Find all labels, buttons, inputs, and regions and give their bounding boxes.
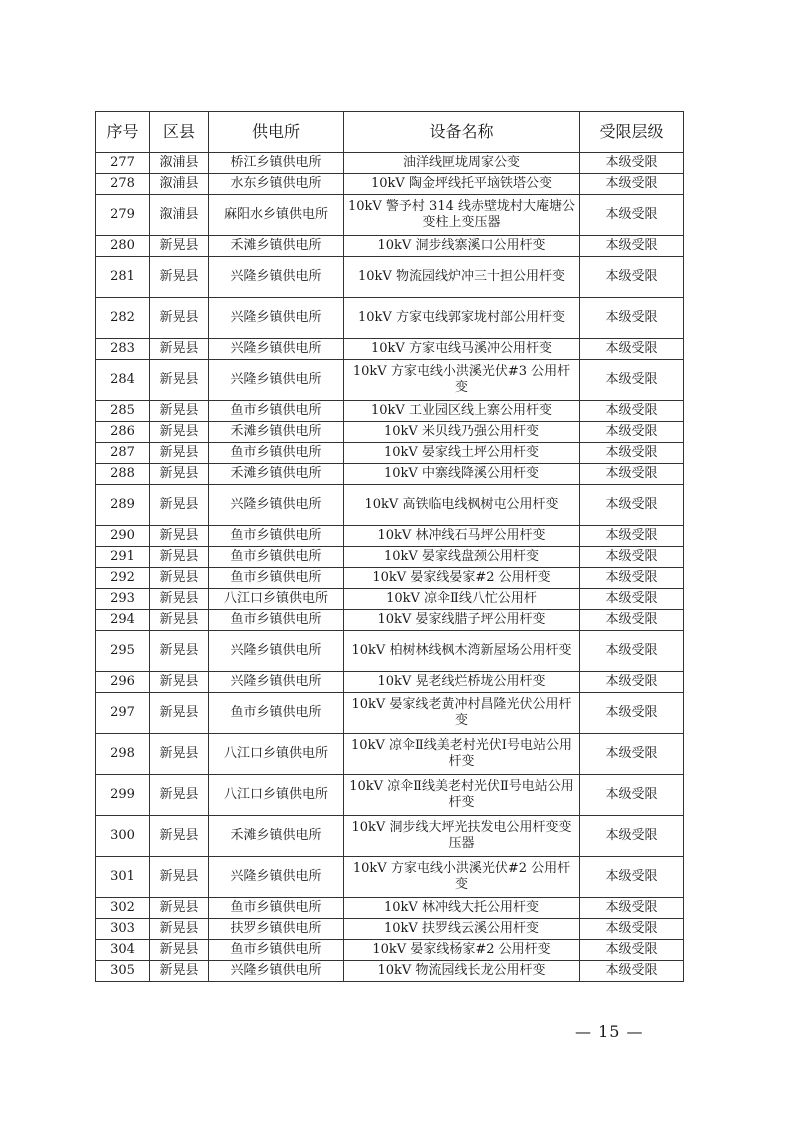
cell-power-station: 鱼市乡镇供电所 <box>209 401 344 422</box>
cell-restriction-level: 本级受限 <box>580 257 684 298</box>
cell-device-name: 10kV 晏家线老黄冲村昌隆光伏公用杆变 <box>344 693 580 734</box>
cell-county: 新晃县 <box>150 961 209 982</box>
cell-county: 新晃县 <box>150 464 209 485</box>
cell-restriction-level: 本级受限 <box>580 526 684 547</box>
cell-serial-number: 299 <box>96 775 150 816</box>
cell-device-name: 10kV 扶罗线云溪公用杆变 <box>344 919 580 940</box>
table-row <box>96 775 684 816</box>
cell-restriction-level: 本级受限 <box>580 919 684 940</box>
cell-power-station: 禾滩乡镇供电所 <box>209 422 344 443</box>
header-county: 区县 <box>150 112 209 153</box>
table-row <box>96 153 684 174</box>
cell-device-name: 10kV 陶金坪线托平垴铁塔公变 <box>344 174 580 195</box>
table-row <box>96 464 684 485</box>
table-row <box>96 174 684 195</box>
table-row <box>96 568 684 589</box>
cell-serial-number: 281 <box>96 257 150 298</box>
cell-county: 新晃县 <box>150 485 209 526</box>
cell-device-name: 油洋线匣垅周家公变 <box>344 153 580 174</box>
cell-serial-number: 305 <box>96 961 150 982</box>
cell-serial-number: 290 <box>96 526 150 547</box>
cell-county: 新晃县 <box>150 672 209 693</box>
cell-county: 新晃县 <box>150 401 209 422</box>
cell-serial-number: 296 <box>96 672 150 693</box>
cell-restriction-level: 本级受限 <box>580 610 684 631</box>
cell-power-station: 鱼市乡镇供电所 <box>209 568 344 589</box>
cell-power-station: 鱼市乡镇供电所 <box>209 526 344 547</box>
cell-restriction-level: 本级受限 <box>580 547 684 568</box>
table-row <box>96 610 684 631</box>
cell-serial-number: 294 <box>96 610 150 631</box>
cell-county: 新晃县 <box>150 734 209 775</box>
cell-device-name: 10kV 晏家线盘颈公用杆变 <box>344 547 580 568</box>
cell-device-name: 10kV 物流园线炉冲三十担公用杆变 <box>344 257 580 298</box>
cell-power-station: 禾滩乡镇供电所 <box>209 464 344 485</box>
cell-restriction-level: 本级受限 <box>580 422 684 443</box>
cell-power-station: 桥江乡镇供电所 <box>209 153 344 174</box>
cell-restriction-level: 本级受限 <box>580 568 684 589</box>
cell-device-name: 10kV 方家屯线小洪溪光伏#2 公用杆变 <box>344 857 580 898</box>
cell-restriction-level: 本级受限 <box>580 734 684 775</box>
cell-power-station: 禾滩乡镇供电所 <box>209 236 344 257</box>
cell-restriction-level: 本级受限 <box>580 672 684 693</box>
cell-power-station: 鱼市乡镇供电所 <box>209 610 344 631</box>
cell-device-name: 10kV 晏家线土坪公用杆变 <box>344 443 580 464</box>
cell-county: 新晃县 <box>150 443 209 464</box>
cell-county: 新晃县 <box>150 360 209 401</box>
cell-serial-number: 282 <box>96 298 150 339</box>
cell-power-station: 鱼市乡镇供电所 <box>209 940 344 961</box>
cell-serial-number: 303 <box>96 919 150 940</box>
cell-power-station: 八江口乡镇供电所 <box>209 734 344 775</box>
cell-county: 新晃县 <box>150 693 209 734</box>
cell-restriction-level: 本级受限 <box>580 857 684 898</box>
cell-power-station: 兴隆乡镇供电所 <box>209 631 344 672</box>
cell-restriction-level: 本级受限 <box>580 775 684 816</box>
cell-device-name: 10kV 凉伞Ⅱ线美老村光伏Ⅰ号电站公用杆变 <box>344 734 580 775</box>
cell-device-name: 10kV 柏树林线枫木湾新屋场公用杆变 <box>344 631 580 672</box>
cell-restriction-level: 本级受限 <box>580 485 684 526</box>
table-row <box>96 961 684 982</box>
cell-restriction-level: 本级受限 <box>580 360 684 401</box>
cell-serial-number: 289 <box>96 485 150 526</box>
cell-serial-number: 287 <box>96 443 150 464</box>
table-row <box>96 547 684 568</box>
cell-restriction-level: 本级受限 <box>580 693 684 734</box>
table-row <box>96 360 684 401</box>
cell-county: 新晃县 <box>150 339 209 360</box>
cell-restriction-level: 本级受限 <box>580 961 684 982</box>
table-row <box>96 339 684 360</box>
cell-county: 新晃县 <box>150 422 209 443</box>
cell-device-name: 10kV 中寨线降溪公用杆变 <box>344 464 580 485</box>
cell-power-station: 兴隆乡镇供电所 <box>209 257 344 298</box>
cell-device-name: 10kV 晏家线杨家#2 公用杆变 <box>344 940 580 961</box>
cell-serial-number: 285 <box>96 401 150 422</box>
cell-county: 新晃县 <box>150 257 209 298</box>
cell-power-station: 鱼市乡镇供电所 <box>209 693 344 734</box>
cell-restriction-level: 本级受限 <box>580 298 684 339</box>
cell-device-name: 10kV 高铁临电线枫树屯公用杆变 <box>344 485 580 526</box>
cell-county: 新晃县 <box>150 298 209 339</box>
cell-device-name: 10kV 林冲线大托公用杆变 <box>344 898 580 919</box>
table-row <box>96 485 684 526</box>
cell-restriction-level: 本级受限 <box>580 236 684 257</box>
cell-serial-number: 302 <box>96 898 150 919</box>
table-row <box>96 257 684 298</box>
cell-device-name: 10kV 方家屯线马溪冲公用杆变 <box>344 339 580 360</box>
cell-restriction-level: 本级受限 <box>580 816 684 857</box>
cell-serial-number: 288 <box>96 464 150 485</box>
cell-county: 新晃县 <box>150 775 209 816</box>
cell-power-station: 兴隆乡镇供电所 <box>209 298 344 339</box>
cell-serial-number: 292 <box>96 568 150 589</box>
cell-device-name: 10kV 方家屯线小洪溪光伏#3 公用杆变 <box>344 360 580 401</box>
cell-device-name: 10kV 方家屯线郭家垅村部公用杆变 <box>344 298 580 339</box>
cell-county: 新晃县 <box>150 589 209 610</box>
cell-serial-number: 304 <box>96 940 150 961</box>
cell-county: 新晃县 <box>150 547 209 568</box>
cell-county: 新晃县 <box>150 631 209 672</box>
cell-power-station: 水东乡镇供电所 <box>209 174 344 195</box>
cell-county: 新晃县 <box>150 898 209 919</box>
cell-serial-number: 280 <box>96 236 150 257</box>
cell-power-station: 兴隆乡镇供电所 <box>209 485 344 526</box>
cell-power-station: 兴隆乡镇供电所 <box>209 339 344 360</box>
cell-serial-number: 297 <box>96 693 150 734</box>
cell-power-station: 鱼市乡镇供电所 <box>209 547 344 568</box>
cell-county: 新晃县 <box>150 816 209 857</box>
cell-county: 新晃县 <box>150 526 209 547</box>
table-row <box>96 443 684 464</box>
cell-power-station: 八江口乡镇供电所 <box>209 775 344 816</box>
cell-device-name: 10kV 晏家线腊子坪公用杆变 <box>344 610 580 631</box>
cell-device-name: 10kV 工业园区线上寨公用杆变 <box>344 401 580 422</box>
cell-serial-number: 298 <box>96 734 150 775</box>
header-device-name: 设备名称 <box>344 112 580 153</box>
table-header-row <box>96 112 684 153</box>
cell-serial-number: 284 <box>96 360 150 401</box>
cell-device-name: 10kV 凉伞Ⅱ线美老村光伏Ⅱ号电站公用杆变 <box>344 775 580 816</box>
page-number: — 15 — <box>575 1022 644 1041</box>
cell-device-name: 10kV 林冲线石马坪公用杆变 <box>344 526 580 547</box>
cell-county: 溆浦县 <box>150 174 209 195</box>
cell-power-station: 兴隆乡镇供电所 <box>209 672 344 693</box>
cell-power-station: 鱼市乡镇供电所 <box>209 443 344 464</box>
table-row <box>96 236 684 257</box>
cell-device-name: 10kV 晏家线晏家#2 公用杆变 <box>344 568 580 589</box>
cell-serial-number: 286 <box>96 422 150 443</box>
cell-device-name: 10kV 物流园线长龙公用杆变 <box>344 961 580 982</box>
cell-restriction-level: 本级受限 <box>580 339 684 360</box>
header-power-station: 供电所 <box>209 112 344 153</box>
cell-serial-number: 301 <box>96 857 150 898</box>
cell-device-name: 10kV 洞步线大坪光扶发电公用杆变变压器 <box>344 816 580 857</box>
table-row <box>96 857 684 898</box>
table-row <box>96 195 684 236</box>
cell-restriction-level: 本级受限 <box>580 174 684 195</box>
cell-county: 新晃县 <box>150 236 209 257</box>
header-serial-number: 序号 <box>96 112 150 153</box>
cell-restriction-level: 本级受限 <box>580 153 684 174</box>
cell-restriction-level: 本级受限 <box>580 589 684 610</box>
cell-restriction-level: 本级受限 <box>580 898 684 919</box>
cell-serial-number: 300 <box>96 816 150 857</box>
cell-restriction-level: 本级受限 <box>580 443 684 464</box>
restricted-equipment-table <box>95 111 684 982</box>
cell-county: 溆浦县 <box>150 195 209 236</box>
table-row <box>96 940 684 961</box>
table-row <box>96 919 684 940</box>
table-row <box>96 401 684 422</box>
cell-device-name: 10kV 洞步线寨溪口公用杆变 <box>344 236 580 257</box>
table-row <box>96 816 684 857</box>
cell-serial-number: 279 <box>96 195 150 236</box>
table-body <box>96 153 684 982</box>
cell-county: 溆浦县 <box>150 153 209 174</box>
table-row <box>96 734 684 775</box>
cell-device-name: 10kV 晃老线烂桥垅公用杆变 <box>344 672 580 693</box>
table-row <box>96 672 684 693</box>
cell-serial-number: 277 <box>96 153 150 174</box>
cell-serial-number: 278 <box>96 174 150 195</box>
cell-device-name: 10kV 米贝线乃强公用杆变 <box>344 422 580 443</box>
cell-county: 新晃县 <box>150 568 209 589</box>
cell-power-station: 鱼市乡镇供电所 <box>209 898 344 919</box>
cell-power-station: 兴隆乡镇供电所 <box>209 961 344 982</box>
cell-restriction-level: 本级受限 <box>580 401 684 422</box>
cell-county: 新晃县 <box>150 857 209 898</box>
cell-power-station: 八江口乡镇供电所 <box>209 589 344 610</box>
cell-restriction-level: 本级受限 <box>580 631 684 672</box>
table-row <box>96 422 684 443</box>
cell-county: 新晃县 <box>150 940 209 961</box>
cell-restriction-level: 本级受限 <box>580 464 684 485</box>
cell-power-station: 扶罗乡镇供电所 <box>209 919 344 940</box>
cell-power-station: 麻阳水乡镇供电所 <box>209 195 344 236</box>
cell-serial-number: 291 <box>96 547 150 568</box>
cell-county: 新晃县 <box>150 919 209 940</box>
cell-device-name: 10kV 凉伞Ⅱ线八忙公用杆 <box>344 589 580 610</box>
cell-restriction-level: 本级受限 <box>580 940 684 961</box>
table-row <box>96 526 684 547</box>
cell-serial-number: 283 <box>96 339 150 360</box>
cell-restriction-level: 本级受限 <box>580 195 684 236</box>
cell-power-station: 禾滩乡镇供电所 <box>209 816 344 857</box>
cell-serial-number: 295 <box>96 631 150 672</box>
table-row <box>96 631 684 672</box>
table-row <box>96 898 684 919</box>
cell-serial-number: 293 <box>96 589 150 610</box>
cell-county: 新晃县 <box>150 610 209 631</box>
table-row <box>96 693 684 734</box>
cell-power-station: 兴隆乡镇供电所 <box>209 857 344 898</box>
header-restriction-level: 受限层级 <box>580 112 684 153</box>
cell-power-station: 兴隆乡镇供电所 <box>209 360 344 401</box>
table-row <box>96 298 684 339</box>
table-row <box>96 589 684 610</box>
cell-device-name: 10kV 警予村 314 线赤壁垅村大庵塘公变柱上变压器 <box>344 195 580 236</box>
